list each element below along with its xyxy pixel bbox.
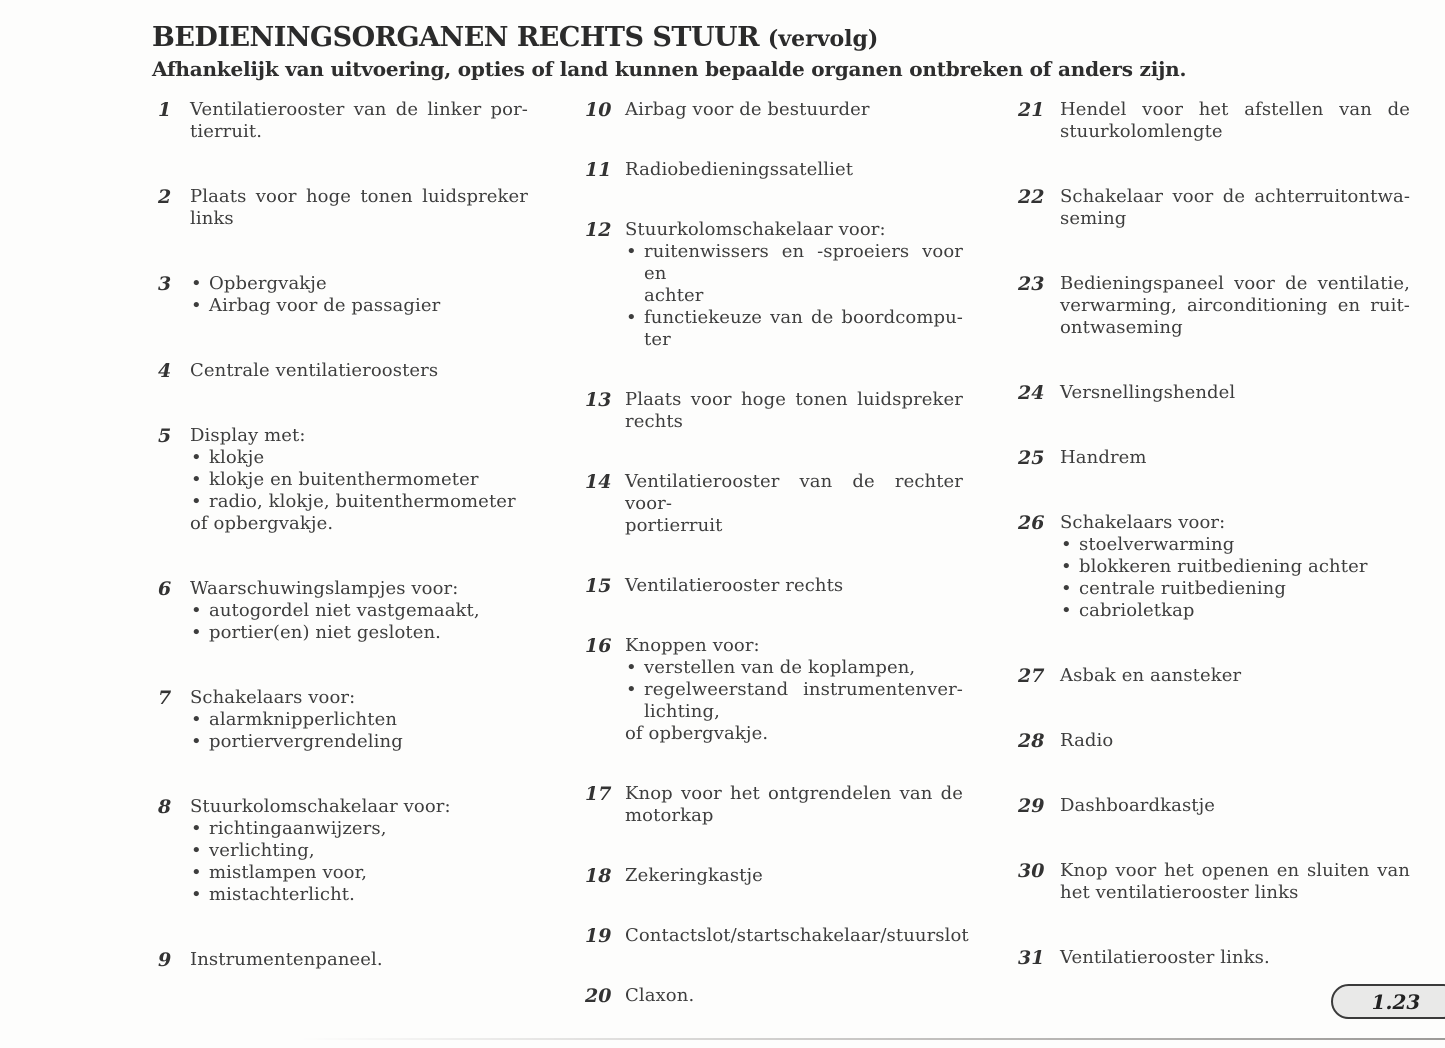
item-text-29: [1060, 795, 1410, 817]
item-text-11: [625, 159, 963, 181]
item-number-15: 15: [585, 575, 612, 597]
item-text-28: [1060, 730, 1410, 752]
page-title-main: BEDIENINGSORGANEN RECHTS STUUR: [152, 22, 760, 53]
item-text-20: [625, 985, 963, 1007]
text-line: [625, 783, 963, 827]
line: tierruit.: [190, 121, 263, 142]
item-number-18: 18: [585, 865, 612, 887]
page-title: [152, 22, 878, 53]
list-item-29: [1018, 795, 1410, 817]
line: Plaats voor hoge tonen luidspreker: [625, 389, 963, 410]
item-text-14: [625, 471, 963, 537]
line: Contactslot/startschakelaar/stuurslot: [625, 925, 969, 946]
bullet-icon: •: [626, 241, 637, 262]
item-number-29: 29: [1018, 795, 1045, 817]
list-item-28: [1018, 730, 1410, 752]
line: Instrumentenpaneel.: [190, 949, 383, 970]
bullet-icon: •: [1061, 534, 1072, 555]
item-number-5: 5: [158, 425, 172, 447]
item-text-5: [190, 425, 528, 535]
line: Versnellingshendel: [1060, 382, 1236, 403]
item-text-19: [625, 925, 969, 947]
column-1: [158, 99, 528, 1014]
list-item-10: [585, 99, 963, 121]
line: Schakelaars voor:: [190, 687, 356, 708]
line: centrale ruitbediening: [1079, 578, 1286, 599]
item-number-31: 31: [1018, 947, 1045, 969]
line: ruitenwissers en -sproeiers voor en: [644, 241, 963, 284]
bullet-icon: •: [191, 469, 202, 490]
text-line: [1060, 512, 1410, 534]
bullet-line: [190, 469, 528, 491]
bullet-line: [625, 657, 963, 679]
list-item-24: [1018, 382, 1410, 404]
item-text-27: [1060, 665, 1410, 687]
list-item-20: [585, 985, 963, 1007]
bullet-line: [190, 622, 528, 644]
bullet-line: [1060, 556, 1410, 578]
item-number-20: 20: [585, 985, 612, 1007]
item-text-24: [1060, 382, 1410, 404]
text-line: [1060, 186, 1410, 230]
column-3: [1018, 99, 1410, 1012]
line: stoelverwarming: [1079, 534, 1235, 555]
line: Handrem: [1060, 447, 1147, 468]
text-line: [190, 425, 528, 447]
item-number-1: 1: [158, 99, 172, 121]
line: achter: [644, 285, 704, 306]
list-item-1: [158, 99, 528, 143]
list-item-16: [585, 635, 963, 745]
list-item-13: [585, 389, 963, 433]
line: Asbak en aansteker: [1060, 665, 1242, 686]
item-number-14: 14: [585, 471, 612, 493]
line: Waarschuwingslampjes voor:: [190, 578, 459, 599]
item-number-11: 11: [585, 159, 612, 181]
bullet-icon: •: [191, 731, 202, 752]
line: portierruit: [625, 515, 723, 536]
line: Airbag voor de bestuurder: [625, 99, 870, 120]
line: Radiobedieningssatelliet: [625, 159, 854, 180]
line: links: [190, 208, 234, 229]
item-number-17: 17: [585, 783, 612, 805]
text-line: [625, 925, 969, 947]
bullet-line: [190, 862, 528, 884]
item-text-25: [1060, 447, 1410, 469]
list-item-22: [1018, 186, 1410, 230]
item-number-13: 13: [585, 389, 612, 411]
line: radio, klokje, buitenthermometer: [209, 491, 516, 512]
item-number-6: 6: [158, 578, 172, 600]
bullet-icon: •: [191, 600, 202, 621]
item-number-4: 4: [158, 360, 172, 382]
bullet-icon: •: [626, 307, 637, 328]
line: Knop voor het ontgrendelen van de: [625, 783, 963, 804]
line: Ventilatierooster van de rechter voor-: [625, 471, 963, 514]
text-line: [1060, 730, 1410, 752]
bullet-line: [190, 884, 528, 906]
bullet-line: [190, 818, 528, 840]
list-item-25: [1018, 447, 1410, 469]
line: blokkeren ruitbediening achter: [1079, 556, 1368, 577]
item-text-1: [190, 99, 528, 143]
item-number-7: 7: [158, 687, 172, 709]
item-text-31: [1060, 947, 1410, 969]
bullet-icon: •: [191, 862, 202, 883]
line: autogordel niet vastgemaakt,: [209, 600, 480, 621]
text-line: [1060, 447, 1410, 469]
line: Plaats voor hoge tonen luidspreker: [190, 186, 528, 207]
bullet-icon: •: [626, 657, 637, 678]
line: klokje en buitenthermometer: [209, 469, 479, 490]
page-bottom-edge: [300, 1038, 1445, 1040]
bullet-icon: •: [191, 884, 202, 905]
page-number: 1.23: [1371, 989, 1421, 1014]
line: Bedieningspaneel voor de ventilatie,: [1060, 273, 1410, 294]
line: rechts: [625, 411, 684, 432]
line: Stuurkolomschakelaar voor:: [625, 219, 886, 240]
list-item-5: [158, 425, 528, 535]
line: Display met:: [190, 425, 306, 446]
list-item-6: [158, 578, 528, 644]
bullet-icon: •: [626, 679, 637, 700]
item-number-27: 27: [1018, 665, 1045, 687]
item-text-26: [1060, 512, 1410, 622]
page-title-suffix: (vervolg): [767, 26, 879, 52]
line: Zekeringkastje: [625, 865, 763, 886]
line: portier(en) niet gesloten.: [209, 622, 441, 643]
list-item-3: [158, 273, 528, 317]
item-text-15: [625, 575, 963, 597]
line: ter: [644, 329, 671, 350]
list-item-8: [158, 796, 528, 906]
bullet-line: [1060, 578, 1410, 600]
item-number-16: 16: [585, 635, 612, 657]
bullet-icon: •: [191, 709, 202, 730]
line: regelweerstand instrumentenver-: [644, 679, 963, 700]
item-number-3: 3: [158, 273, 172, 295]
line: functiekeuze van de boordcompu-: [644, 307, 963, 328]
list-item-23: [1018, 273, 1410, 339]
text-line: [1060, 273, 1410, 339]
line: richtingaanwijzers,: [209, 818, 387, 839]
item-number-19: 19: [585, 925, 612, 947]
list-item-2: [158, 186, 528, 230]
text-line: [190, 687, 528, 709]
text-line: [625, 635, 963, 657]
list-item-19: [585, 925, 969, 947]
page-subtitle: Afhankelijk van uitvoering, opties of land kunnen bepaalde organen ontbreken of anders zijn.: [152, 57, 1187, 81]
line: verstellen van de koplampen,: [644, 657, 916, 678]
item-number-9: 9: [158, 949, 172, 971]
line: Radio: [1060, 730, 1114, 751]
column-2: [585, 99, 969, 1045]
line: verwarming, airconditioning en ruit-: [1060, 295, 1410, 316]
bullet-icon: •: [1061, 600, 1072, 621]
line: of opbergvakje.: [625, 723, 769, 744]
bullet-line: [190, 731, 528, 753]
item-text-18: [625, 865, 963, 887]
text-line: [1060, 382, 1410, 404]
item-text-10: [625, 99, 963, 121]
text-line: [625, 219, 963, 241]
bullet-icon: •: [191, 295, 202, 316]
bullet-line: [625, 307, 963, 351]
text-line: [190, 513, 528, 535]
bullet-icon: •: [1061, 556, 1072, 577]
bullet-line: [190, 491, 528, 513]
text-line: [190, 186, 528, 230]
line: Knop voor het openen en sluiten van: [1060, 860, 1410, 881]
item-text-23: [1060, 273, 1410, 339]
line: mistachterlicht.: [209, 884, 355, 905]
text-line: [190, 99, 528, 143]
text-line: [1060, 665, 1410, 687]
item-text-7: [190, 687, 528, 753]
bullet-line: [190, 273, 528, 295]
text-line: [625, 99, 963, 121]
text-line: [190, 949, 528, 971]
bullet-line: [190, 600, 528, 622]
text-line: [625, 865, 963, 887]
text-line: [625, 471, 963, 537]
list-item-14: [585, 471, 963, 537]
line: cabrioletkap: [1079, 600, 1195, 621]
line: motorkap: [625, 805, 714, 826]
item-number-2: 2: [158, 186, 172, 208]
text-line: [190, 578, 528, 600]
item-text-13: [625, 389, 963, 433]
line: Centrale ventilatieroosters: [190, 360, 439, 381]
list-item-11: [585, 159, 963, 181]
list-item-26: [1018, 512, 1410, 622]
text-line: [190, 360, 528, 382]
line: of opbergvakje.: [190, 513, 334, 534]
text-line: [625, 389, 963, 433]
list-item-21: [1018, 99, 1410, 143]
item-text-21: [1060, 99, 1410, 143]
item-number-26: 26: [1018, 512, 1045, 534]
list-item-15: [585, 575, 963, 597]
line: Schakelaar voor de achterruitontwa-: [1060, 186, 1410, 207]
item-number-28: 28: [1018, 730, 1045, 752]
item-text-16: [625, 635, 963, 745]
line: Knoppen voor:: [625, 635, 760, 656]
line: Claxon.: [625, 985, 695, 1006]
line: lichting,: [644, 701, 720, 722]
bullet-line: [625, 241, 963, 307]
text-line: [1060, 947, 1410, 969]
bullet-icon: •: [191, 622, 202, 643]
line: Schakelaars voor:: [1060, 512, 1226, 533]
item-text-4: [190, 360, 528, 382]
line: Ventilatierooster rechts: [625, 575, 844, 596]
page-number-badge: [1331, 984, 1445, 1019]
line: alarmknipperlichten: [209, 709, 398, 730]
bullet-icon: •: [191, 818, 202, 839]
item-number-10: 10: [585, 99, 612, 121]
item-text-8: [190, 796, 528, 906]
item-text-2: [190, 186, 528, 230]
line: seming: [1060, 208, 1127, 229]
bullet-icon: •: [191, 491, 202, 512]
text-line: [625, 985, 963, 1007]
line: verlichting,: [209, 840, 315, 861]
item-number-22: 22: [1018, 186, 1045, 208]
text-line: [1060, 795, 1410, 817]
item-text-6: [190, 578, 528, 644]
line: het ventilatierooster links: [1060, 882, 1299, 903]
line: Airbag voor de passagier: [209, 295, 441, 316]
list-item-30: [1018, 860, 1410, 904]
item-text-3: [190, 273, 528, 317]
item-number-25: 25: [1018, 447, 1045, 469]
item-number-23: 23: [1018, 273, 1045, 295]
text-line: [625, 723, 963, 745]
list-item-31: [1018, 947, 1410, 969]
text-line: [1060, 99, 1410, 143]
bullet-line: [625, 679, 963, 723]
list-item-17: [585, 783, 963, 827]
text-line: [1060, 860, 1410, 904]
text-line: [190, 796, 528, 818]
item-text-17: [625, 783, 963, 827]
list-item-7: [158, 687, 528, 753]
list-item-27: [1018, 665, 1410, 687]
bullet-line: [1060, 600, 1410, 622]
line: Ventilatierooster links.: [1060, 947, 1270, 968]
bullet-icon: •: [1061, 578, 1072, 599]
list-item-12: [585, 219, 963, 351]
line: Stuurkolomschakelaar voor:: [190, 796, 451, 817]
bullet-icon: •: [191, 447, 202, 468]
bullet-line: [190, 709, 528, 731]
item-number-30: 30: [1018, 860, 1045, 882]
text-line: [625, 575, 963, 597]
item-number-24: 24: [1018, 382, 1045, 404]
line: portiervergrendeling: [209, 731, 403, 752]
line: Opbergvakje: [209, 273, 327, 294]
item-text-12: [625, 219, 963, 351]
list-item-18: [585, 865, 963, 887]
list-item-9: [158, 949, 528, 971]
item-number-21: 21: [1018, 99, 1045, 121]
item-number-12: 12: [585, 219, 612, 241]
text-line: [625, 159, 963, 181]
bullet-line: [190, 840, 528, 862]
bullet-line: [190, 447, 528, 469]
item-text-30: [1060, 860, 1410, 904]
item-text-22: [1060, 186, 1410, 230]
line: Hendel voor het afstellen van de: [1060, 99, 1410, 120]
line: klokje: [209, 447, 265, 468]
line: mistlampen voor,: [209, 862, 368, 883]
bullet-icon: •: [191, 273, 202, 294]
bullet-icon: •: [191, 840, 202, 861]
line: Ventilatierooster van de linker por-: [190, 99, 528, 120]
line: Dashboardkastje: [1060, 795, 1216, 816]
list-item-4: [158, 360, 528, 382]
item-number-8: 8: [158, 796, 172, 818]
line: stuurkolomlengte: [1060, 121, 1223, 142]
line: ontwaseming: [1060, 317, 1183, 338]
item-text-9: [190, 949, 528, 971]
bullet-line: [1060, 534, 1410, 556]
bullet-line: [190, 295, 528, 317]
